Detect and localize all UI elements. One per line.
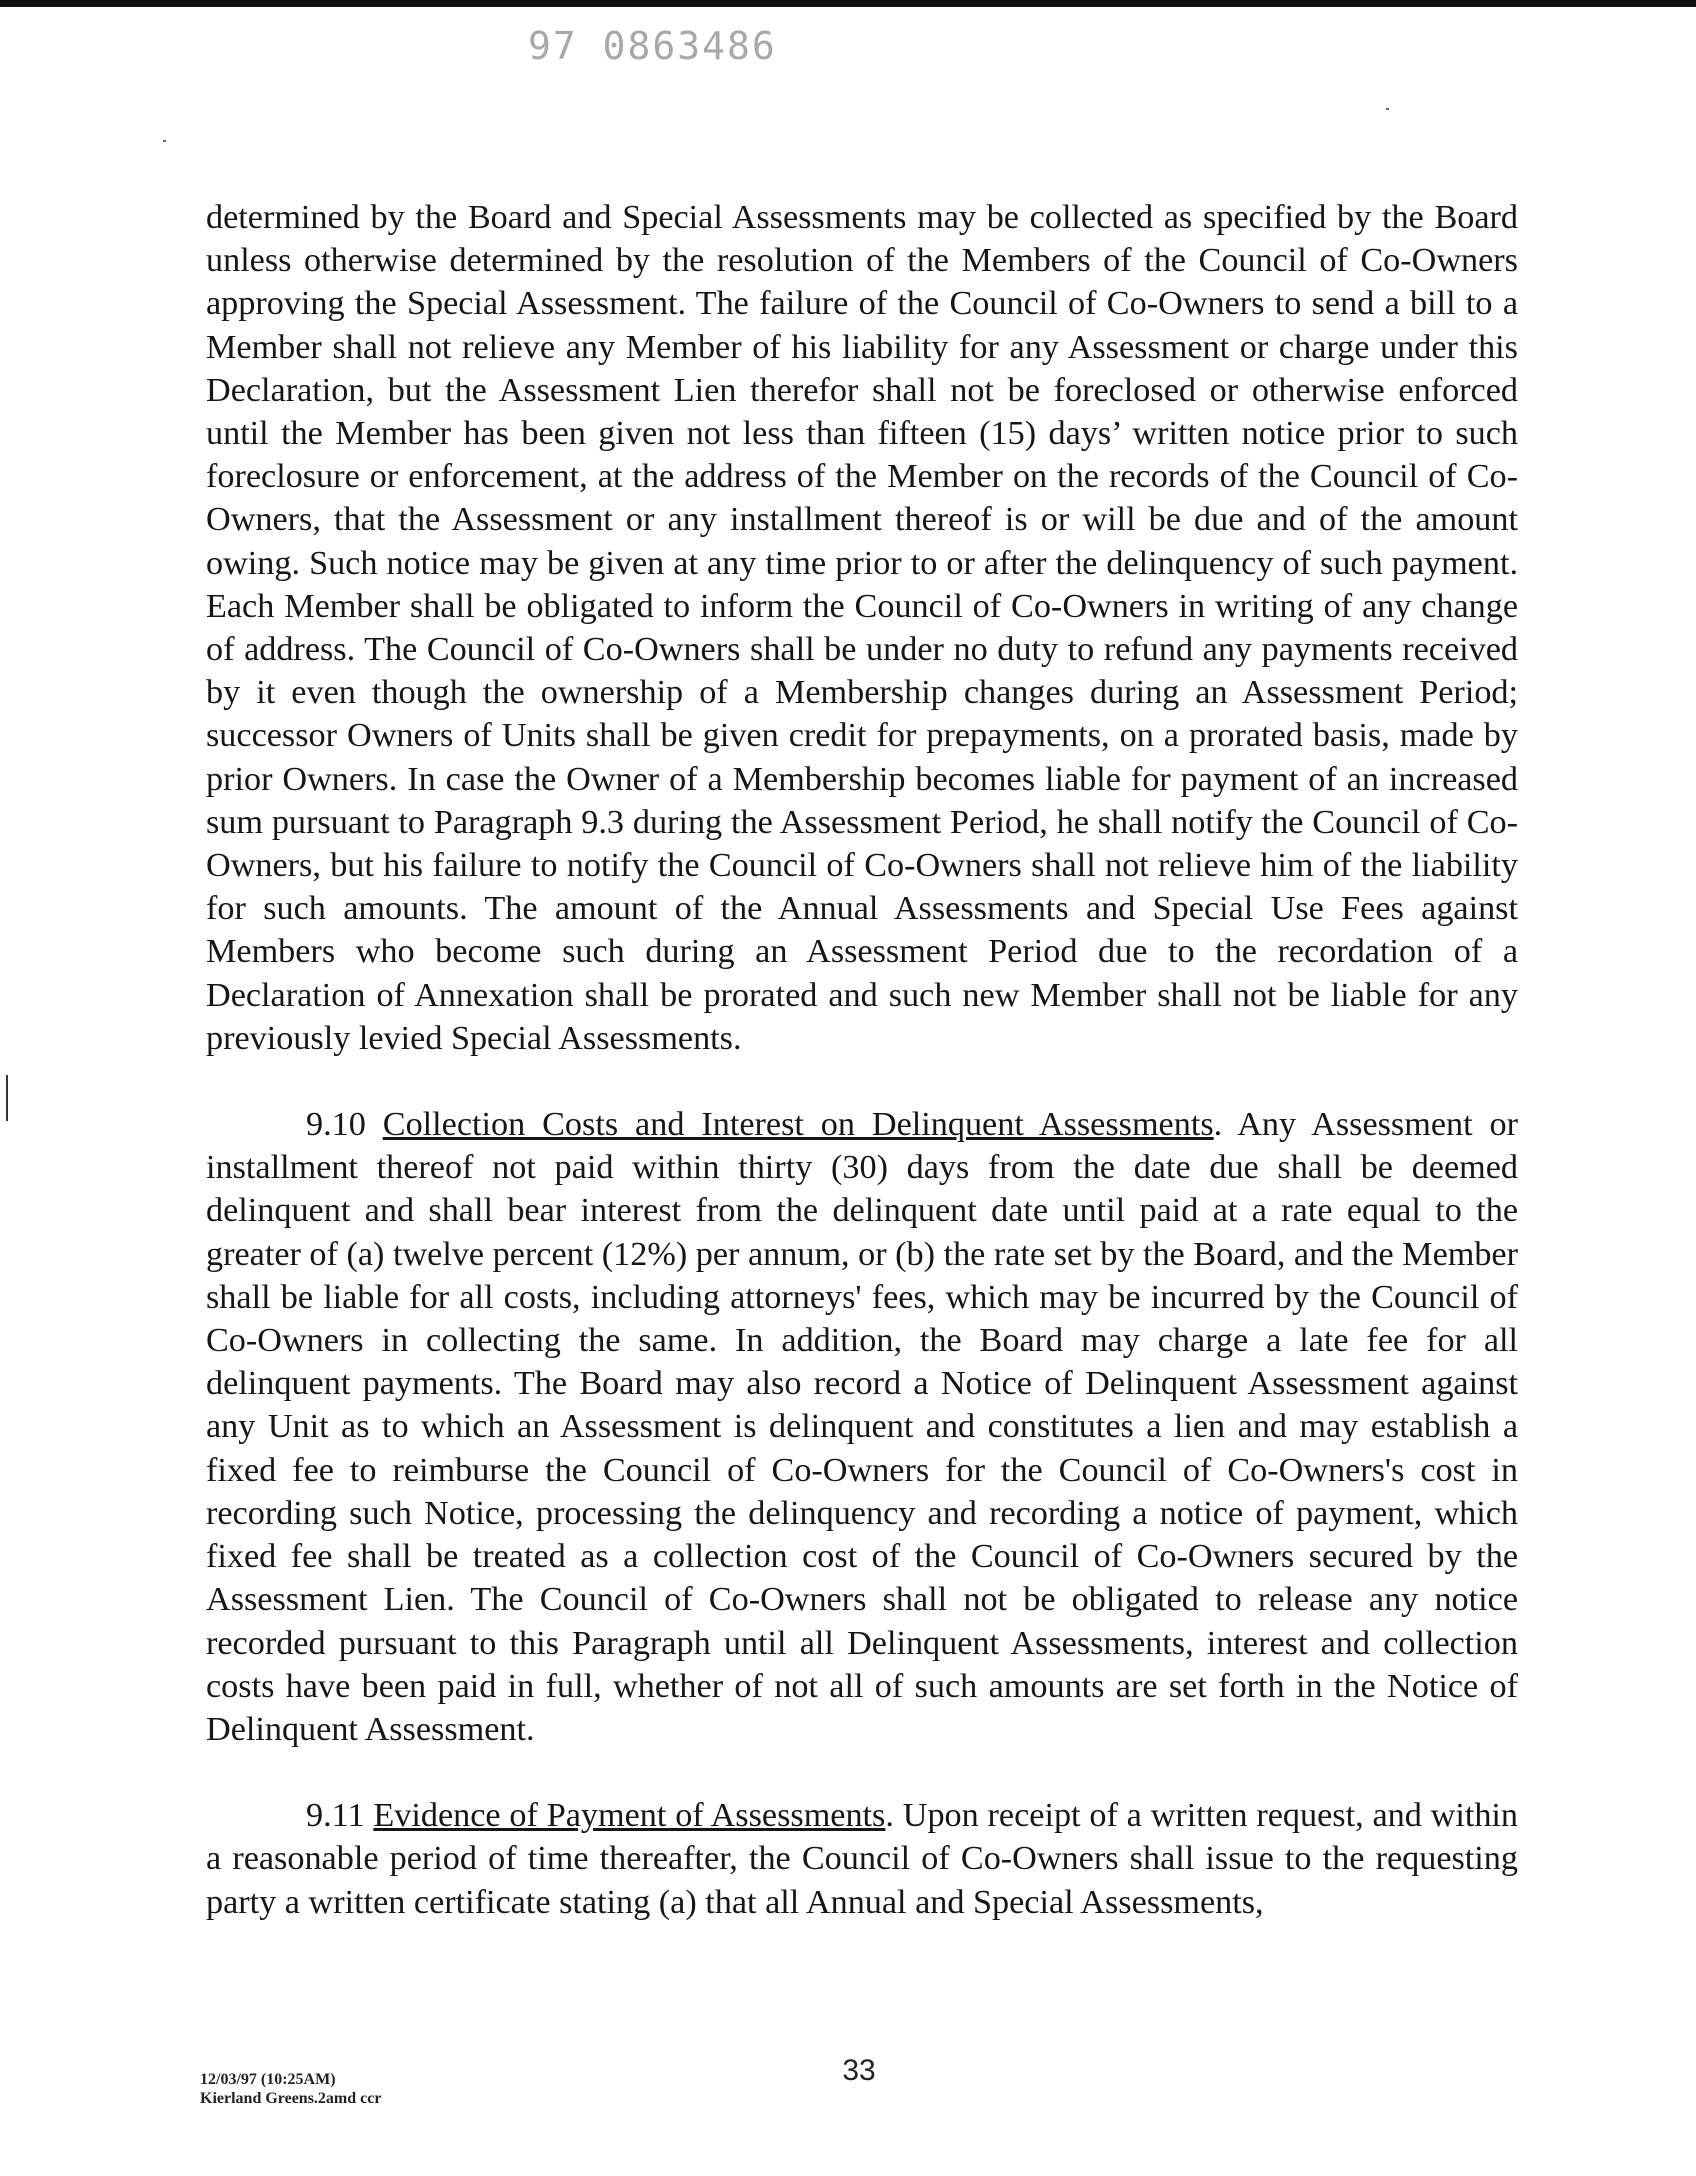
scan-speck — [163, 140, 166, 142]
section-heading: Evidence of Payment of Assessments — [373, 1797, 886, 1835]
paragraph-continuation — [206, 196, 1518, 1060]
paragraph-text: . Any Assessment or installment thereof not paid within thirty (30) days from the date due shall be deemed delinquent and shall bear interest from the delinquent date until paid at a rate equal to the greater of (a) twelve percent (12%) per annum, or (b) the rate set by the Board, and the Member shall be liable for all costs, including attorneys' fees, which may be incurred by the Council of Co-Owners in collecting the same. In addition, the Board may charge a late fee for all delinquent payments. The Board may also record a Notice of Delinquent Assessment against any Unit as to which an Assessment is delinquent and constitutes a lien and may establish a fixed fee to reimburse the Council of Co-Owners for the Council of Co-Owners's cost in recording such Notice, processing the delinquency and recording a notice of payment, which fixed fee shall be treated as a collection cost of the Council of Co-Owners secured by the Assessment Lien. The Council of Co-Owners shall not be obligated to release any notice recorded pursuant to this Paragraph until all Delinquent Assessments, interest and collection costs have been paid in full, whether of not all of such amounts are set forth in the Notice of Delinquent Assessment. — [206, 1106, 1518, 1748]
scan-edge-mark — [6, 1075, 8, 1121]
recording-stamp: 97 0863486 — [528, 24, 777, 68]
section-number: 9.11 — [306, 1797, 365, 1835]
scan-speck — [1386, 108, 1389, 110]
document-body — [206, 196, 1518, 1924]
footer-filename: Kierland Greens.2amd ccr — [200, 2090, 382, 2107]
section-9-11 — [206, 1794, 1518, 1924]
paragraph-text: determined by the Board and Special Assessments may be collected as specified by the Board unless otherwise determined by the resolution of the Members of the Council of Co-Owners approving the Special Assessment. The failure of the Council of Co-Owners to send a bill to a Member shall not relieve any Member of his liability for any Assessment or charge under this Declaration, but the Assessment Lien therefor shall not be foreclosed or otherwise enforced until the Member has been given not less than fifteen (15) days’ written notice prior to such foreclosure or enforcement, at the address of the Member on the records of the Council of Co-Owners, that the Assessment or any installment thereof is or will be due and of the amount owing. Such notice may be given at any time prior to or after the delinquency of such payment. Each Member shall be obligated to inform the Council of Co-Owners in writing of any change of address. The Council of Co-Owners shall be under no duty to refund any payments received by it even though the ownership of a Membership changes during an Assessment Period; successor Owners of Units shall be given credit for prepayments, on a prorated basis, made by prior Owners. In case the Owner of a Membership becomes liable for payment of an increased sum pursuant to Paragraph 9.3 during the Assessment Period, he shall notify the Council of Co-Owners, but his failure to notify the Council of Co-Owners shall not relieve him of the liability for such amounts. The amount of the Annual Assessments and Special Use Fees against Members who become such during an Assessment Period due to the recordation of a Declaration of Annexation shall be prorated and such new Member shall not be liable for any previously levied Special Assessments. — [206, 199, 1518, 1057]
page-number: 33 — [842, 2054, 876, 2087]
section-heading: Collection Costs and Interest on Delinquent Assessments — [382, 1106, 1214, 1144]
scan-top-border — [0, 0, 1696, 7]
footer-meta — [200, 2070, 381, 2108]
footer-date: 12/03/97 (10:25AM) — [200, 2071, 336, 2088]
paragraph-text: . Upon receipt of a written request, and within a reasonable period of time thereafter, the Council of Co-Owners shall issue to the requesting party a written certificate stating (a) that all Annual and Special Assessments, — [206, 1797, 1519, 1921]
section-9-10 — [206, 1103, 1518, 1751]
section-number: 9.10 — [306, 1106, 366, 1144]
